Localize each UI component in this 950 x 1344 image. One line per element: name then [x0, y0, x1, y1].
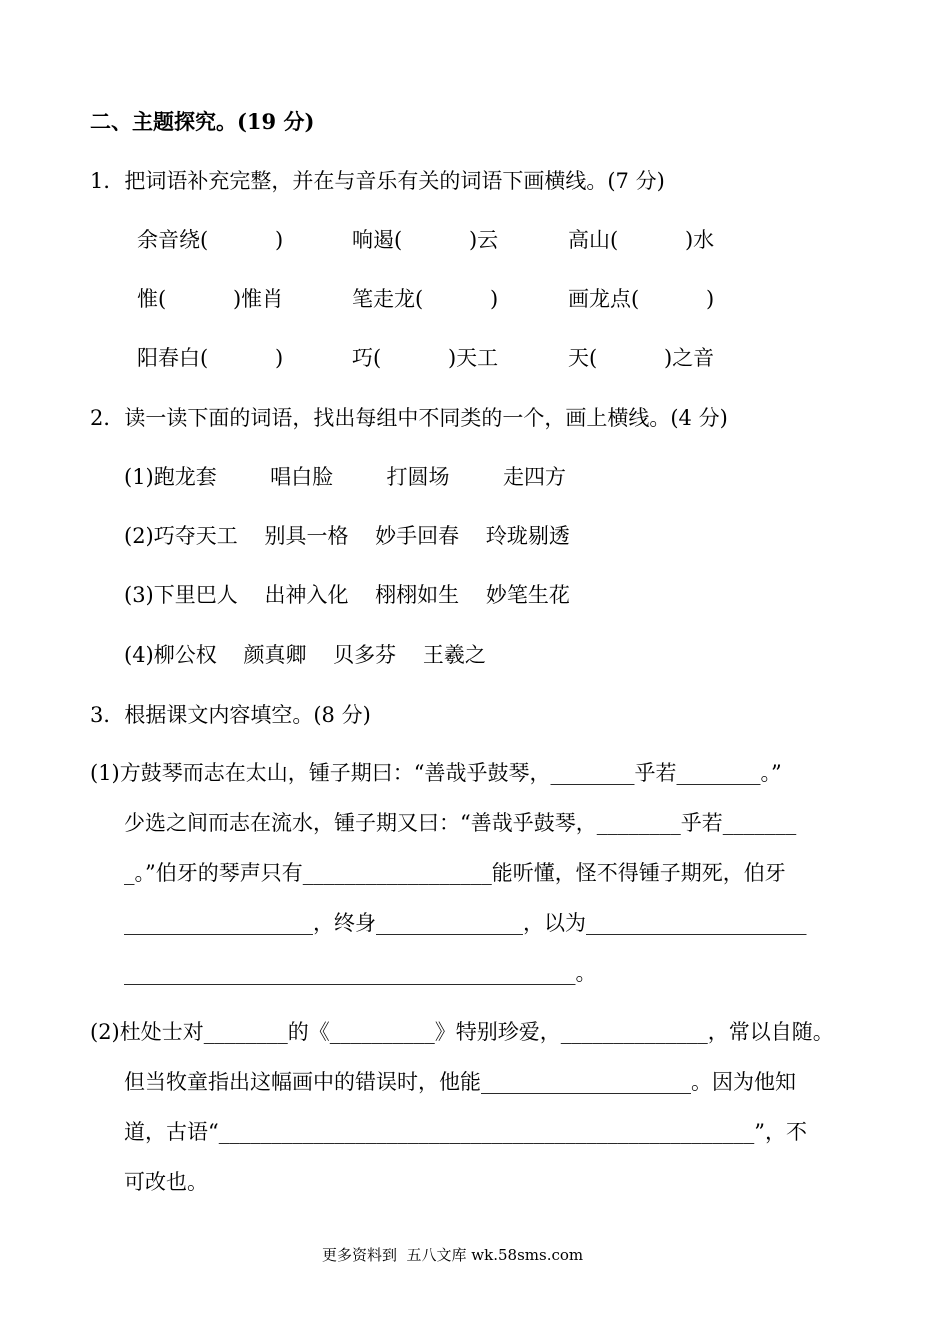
q3-part1-line: ___________________________________________。: [124, 961, 597, 985]
q2-prompt: 2．读一读下面的词语，找出每组中不同类的一个，画上横线。(4 分): [90, 406, 728, 430]
q1-item: 画龙点( ): [568, 287, 715, 311]
q1-prompt: 1．把词语补充完整，并在与音乐有关的词语下画横线。(7 分): [90, 169, 665, 193]
section-title: 二、主题探究。(19 分): [90, 109, 315, 134]
q2-group: (4)柳公权 颜真卿 贝多芬 王羲之: [124, 643, 486, 667]
footer-text: 更多资料到 五八文库 wk.58sms.com: [322, 1246, 584, 1264]
q1-item: 惟( )惟肖: [137, 287, 284, 311]
q1-item: 余音绕( ): [137, 228, 284, 252]
q3-part2-line: 但当牧童指出这幅画中的错误时，他能____________________。因为他知: [124, 1070, 796, 1094]
q1-item: 高山( )水: [568, 228, 715, 252]
q3-part1-line: 少选之间而志在流水，锺子期又曰：“善哉乎鼓琴，________乎若_______: [124, 811, 797, 835]
q3-part1-line: __________________，终身______________，以为_____________________: [124, 911, 807, 935]
q1-item: 笔走龙( ): [352, 287, 499, 311]
q2-group: (1)跑龙套 唱白脸 打圆场 走四方: [124, 465, 566, 489]
q1-item: 阳春白( ): [137, 346, 284, 370]
q3-part1-line: _。”伯牙的琴声只有__________________能听懂，怪不得锺子期死，伯牙: [124, 861, 786, 885]
q1-item: 巧( )天工: [352, 346, 499, 370]
q2-group: (3)下里巴人 出神入化 栩栩如生 妙笔生花: [124, 583, 570, 607]
q2-group: (2)巧夺天工 别具一格 妙手回春 玲珑剔透: [124, 524, 570, 548]
q3-part2-line: 道，古语“___________________________________________________”，不: [124, 1120, 807, 1144]
q3-part2-line: (2)杜处士对________的《__________》特别珍爱，______________，常以自随。: [90, 1020, 834, 1044]
q3-prompt: 3．根据课文内容填空。(8 分): [90, 703, 371, 727]
q1-item: 天( )之音: [568, 346, 715, 370]
q1-item: 响遏( )云: [352, 228, 499, 252]
q3-part1-line: (1)方鼓琴而志在太山，锺子期曰：“善哉乎鼓琴，________乎若________。”: [90, 761, 782, 785]
q3-part2-line: 可改也。: [124, 1170, 208, 1194]
